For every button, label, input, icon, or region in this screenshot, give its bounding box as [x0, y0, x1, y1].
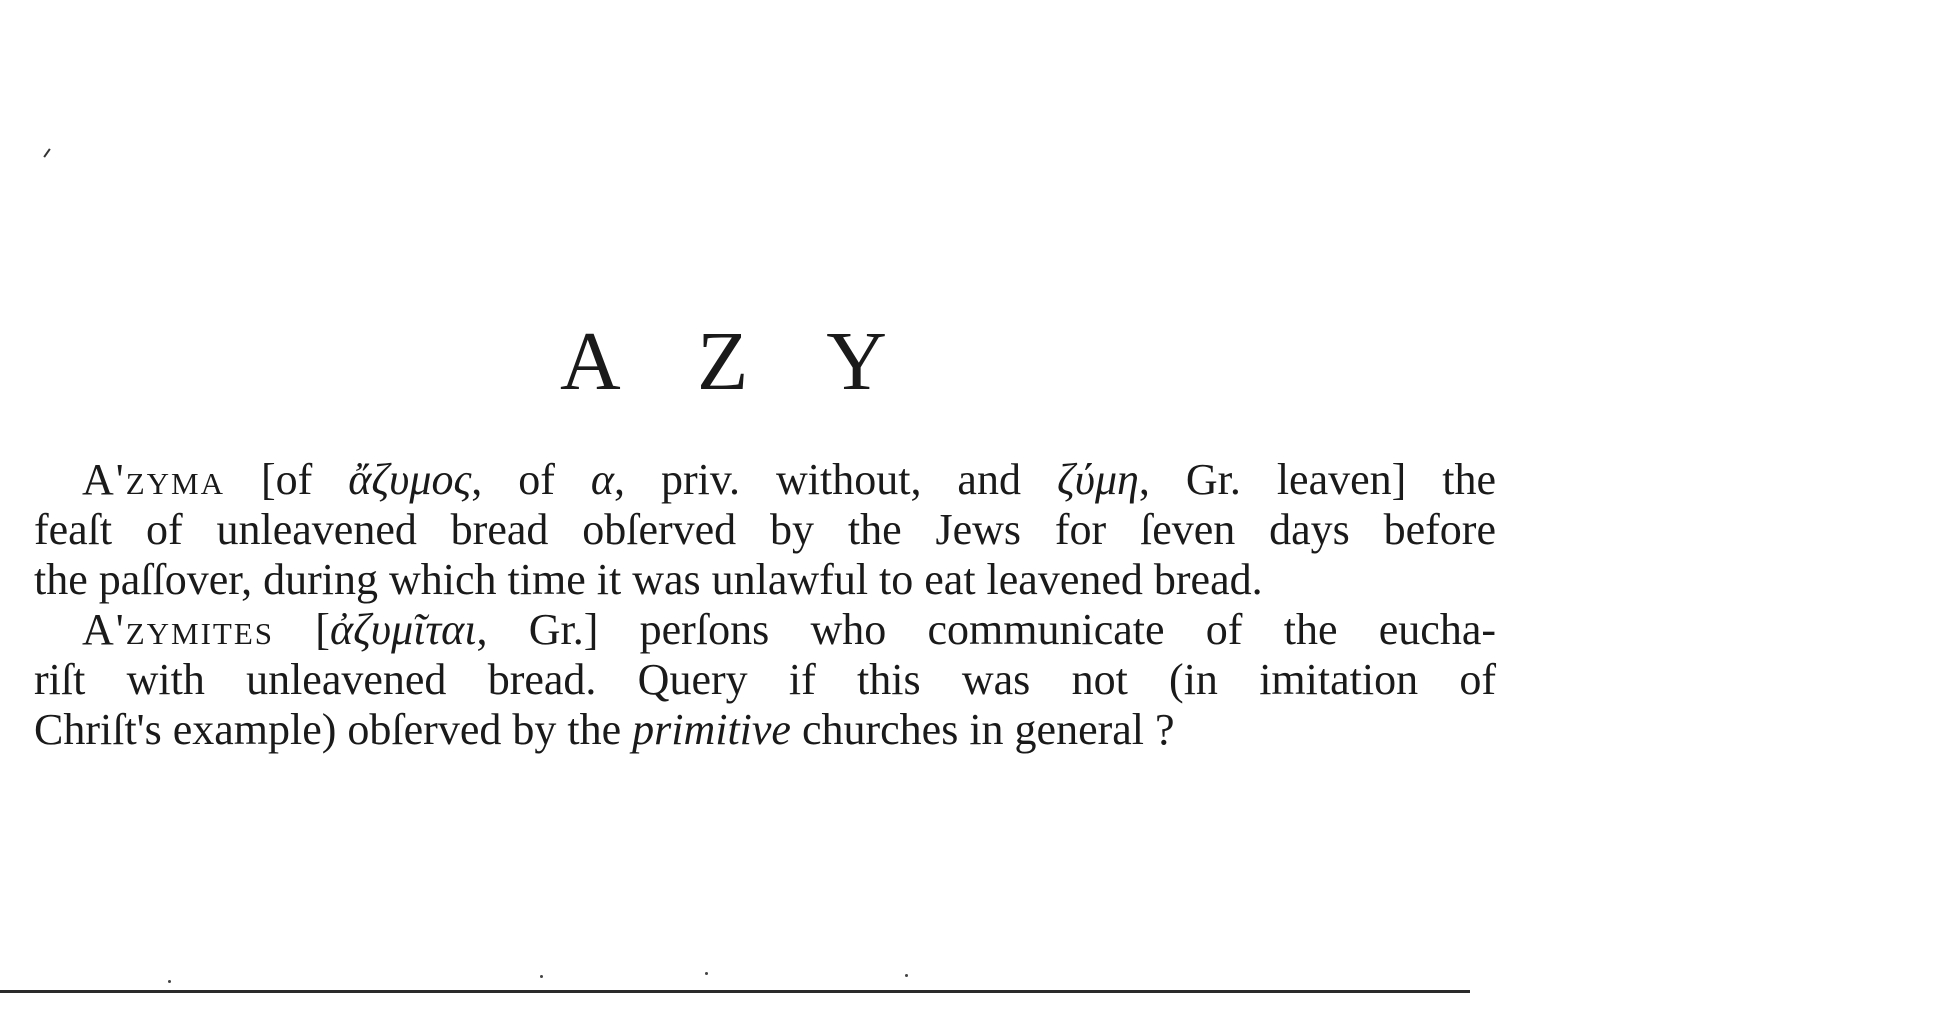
running-head: A Z Y — [560, 315, 917, 408]
ink-speck — [905, 974, 908, 977]
ink-speck — [168, 980, 171, 983]
entry-text: , priv. without, and — [614, 455, 1057, 504]
ink-speck — [705, 972, 708, 975]
entry-line: feaſt of unleavened bread obſerved by the Jews for ſeven days before — [34, 505, 1496, 554]
entry-line — [34, 705, 1496, 755]
headword: A'zyma — [82, 455, 225, 504]
entry-azymites — [34, 605, 1496, 755]
entries — [34, 455, 1496, 755]
greek-word: ζύμη — [1056, 455, 1139, 504]
entry-azyma — [34, 455, 1496, 605]
footer-rule — [0, 990, 1470, 993]
entry-line — [34, 605, 1496, 655]
entry-line — [34, 455, 1496, 505]
greek-word: ἄζυμος — [348, 455, 472, 504]
entry-text: Chriſt's example) obſerved by the — [34, 705, 633, 754]
entry-text: [of — [224, 455, 349, 504]
ink-speck — [540, 975, 543, 978]
ink-speck — [43, 148, 50, 157]
greek-word: ἀζυμῖται — [329, 605, 477, 654]
greek-word: α — [590, 455, 615, 504]
entry-text: churches in general ? — [790, 705, 1175, 754]
entry-text: , Gr. leaven] the — [1138, 455, 1497, 504]
entry-text: , of — [471, 455, 591, 504]
entry-text: , Gr.] perſons who communicate of the eucha- — [476, 605, 1496, 654]
entry-line: riſt with unleavened bread. Query if this was not (in imitation of — [34, 655, 1496, 704]
entry-line: the paſſover, during which time it was unlawful to eat leavened bread. — [34, 555, 1263, 604]
headword: A'zymites — [82, 605, 275, 654]
italic-word: primitive — [632, 705, 791, 754]
entry-text: [ — [274, 605, 330, 654]
